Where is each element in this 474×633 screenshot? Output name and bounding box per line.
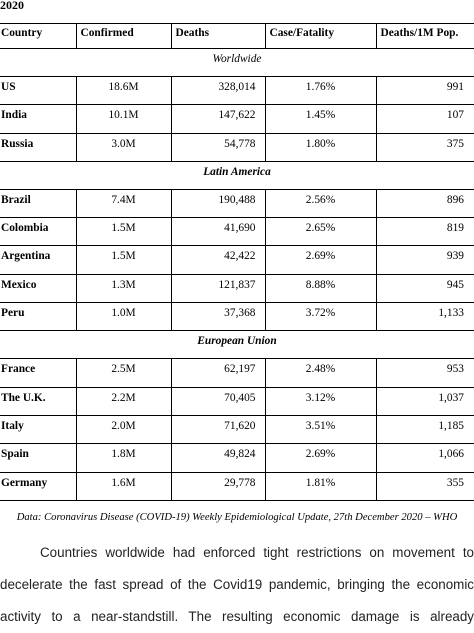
cell-case-fatality: 2.56% — [265, 189, 376, 217]
cell-case-fatality: 2.69% — [265, 246, 376, 274]
body-paragraph — [0, 537, 474, 633]
section-title: European Union — [0, 331, 474, 359]
table-row — [0, 359, 474, 387]
cell-case-fatality: 3.51% — [265, 415, 376, 443]
cell-deaths: 71,620 — [171, 415, 265, 443]
table-caption: 2020 — [0, 0, 24, 12]
cell-deaths: 41,690 — [171, 218, 265, 246]
table-row — [0, 303, 474, 331]
table-row — [0, 472, 474, 500]
cell-deaths: 190,488 — [171, 189, 265, 217]
cell-deaths: 62,197 — [171, 359, 265, 387]
cell-confirmed: 1.6M — [76, 472, 171, 500]
table-row — [0, 105, 474, 133]
cell-country: Peru — [0, 303, 76, 331]
cell-case-fatality: 1.81% — [265, 472, 376, 500]
table-header-row — [0, 24, 474, 49]
cell-case-fatality: 3.12% — [265, 387, 376, 415]
cell-deaths: 29,778 — [171, 472, 265, 500]
cell-deaths-per-1m: 1,037 — [376, 387, 474, 415]
cell-deaths-per-1m: 375 — [376, 133, 474, 161]
cell-country: US — [0, 77, 76, 105]
covid-data-table — [0, 23, 474, 501]
cell-deaths-per-1m: 896 — [376, 189, 474, 217]
cell-deaths: 54,778 — [171, 133, 265, 161]
table-row — [0, 77, 474, 105]
cell-deaths: 70,405 — [171, 387, 265, 415]
cell-confirmed: 1.3M — [76, 274, 171, 302]
cell-deaths-per-1m: 991 — [376, 77, 474, 105]
cell-deaths: 121,837 — [171, 274, 265, 302]
cell-deaths-per-1m: 945 — [376, 274, 474, 302]
cell-confirmed: 2.0M — [76, 415, 171, 443]
cell-country: Argentina — [0, 246, 76, 274]
header-deaths-per-1m: Deaths/1M Pop. — [376, 24, 474, 49]
cell-deaths-per-1m: 107 — [376, 105, 474, 133]
cell-deaths: 328,014 — [171, 77, 265, 105]
cell-country: Brazil — [0, 189, 76, 217]
cell-deaths: 37,368 — [171, 303, 265, 331]
cell-case-fatality: 2.65% — [265, 218, 376, 246]
section-header-row — [0, 161, 474, 189]
cell-confirmed: 2.5M — [76, 359, 171, 387]
cell-deaths: 42,422 — [171, 246, 265, 274]
section-header-row — [0, 331, 474, 359]
cell-country: Italy — [0, 415, 76, 443]
cell-confirmed: 1.5M — [76, 218, 171, 246]
section-header-row — [0, 49, 474, 77]
cell-country: Russia — [0, 133, 76, 161]
table-row — [0, 387, 474, 415]
cell-case-fatality: 1.45% — [265, 105, 376, 133]
section-title: Latin America — [0, 161, 474, 189]
cell-deaths-per-1m: 953 — [376, 359, 474, 387]
table-row — [0, 444, 474, 472]
cell-case-fatality: 1.76% — [265, 77, 376, 105]
cell-country: Germany — [0, 472, 76, 500]
body-line: decelerate the fast spread of the Covid19 pandemic, bringing the economic — [0, 577, 474, 592]
source-note: Data: Coronavirus Disease (COVID-19) Weekly Epidemiological Update, 27th December 2020 – WHO — [16, 512, 458, 523]
cell-confirmed: 1.5M — [76, 246, 171, 274]
cell-case-fatality: 2.48% — [265, 359, 376, 387]
cell-confirmed: 18.6M — [76, 77, 171, 105]
cell-case-fatality: 3.72% — [265, 303, 376, 331]
cell-case-fatality: 8.88% — [265, 274, 376, 302]
cell-case-fatality: 1.80% — [265, 133, 376, 161]
cell-country: India — [0, 105, 76, 133]
cell-country: Spain — [0, 444, 76, 472]
table-row — [0, 274, 474, 302]
cell-deaths: 147,622 — [171, 105, 265, 133]
table-row — [0, 133, 474, 161]
cell-country: Colombia — [0, 218, 76, 246]
cell-deaths-per-1m: 819 — [376, 218, 474, 246]
section-title: Worldwide — [0, 49, 474, 77]
table-row — [0, 246, 474, 274]
cell-deaths-per-1m: 355 — [376, 472, 474, 500]
cell-deaths-per-1m: 1,066 — [376, 444, 474, 472]
cell-confirmed: 1.0M — [76, 303, 171, 331]
body-line: Countries worldwide had enforced tight restrictions on movement to — [40, 545, 474, 560]
cell-confirmed: 10.1M — [76, 105, 171, 133]
cell-confirmed: 1.8M — [76, 444, 171, 472]
table-row — [0, 189, 474, 217]
header-deaths: Deaths — [171, 24, 265, 49]
cell-confirmed: 2.2M — [76, 387, 171, 415]
cell-country: The U.K. — [0, 387, 76, 415]
table-row — [0, 218, 474, 246]
cell-country: Mexico — [0, 274, 76, 302]
cell-case-fatality: 2.69% — [265, 444, 376, 472]
cell-deaths-per-1m: 939 — [376, 246, 474, 274]
header-country: Country — [0, 24, 76, 49]
cell-country: France — [0, 359, 76, 387]
cell-deaths: 49,824 — [171, 444, 265, 472]
cell-deaths-per-1m: 1,185 — [376, 415, 474, 443]
cell-deaths-per-1m: 1,133 — [376, 303, 474, 331]
header-confirmed: Confirmed — [76, 24, 171, 49]
cell-confirmed: 3.0M — [76, 133, 171, 161]
header-case-fatality: Case/Fatality — [265, 24, 376, 49]
table-row — [0, 415, 474, 443]
body-line: activity to a near-standstill. The resulting economic damage is already — [0, 609, 474, 624]
cell-confirmed: 7.4M — [76, 189, 171, 217]
